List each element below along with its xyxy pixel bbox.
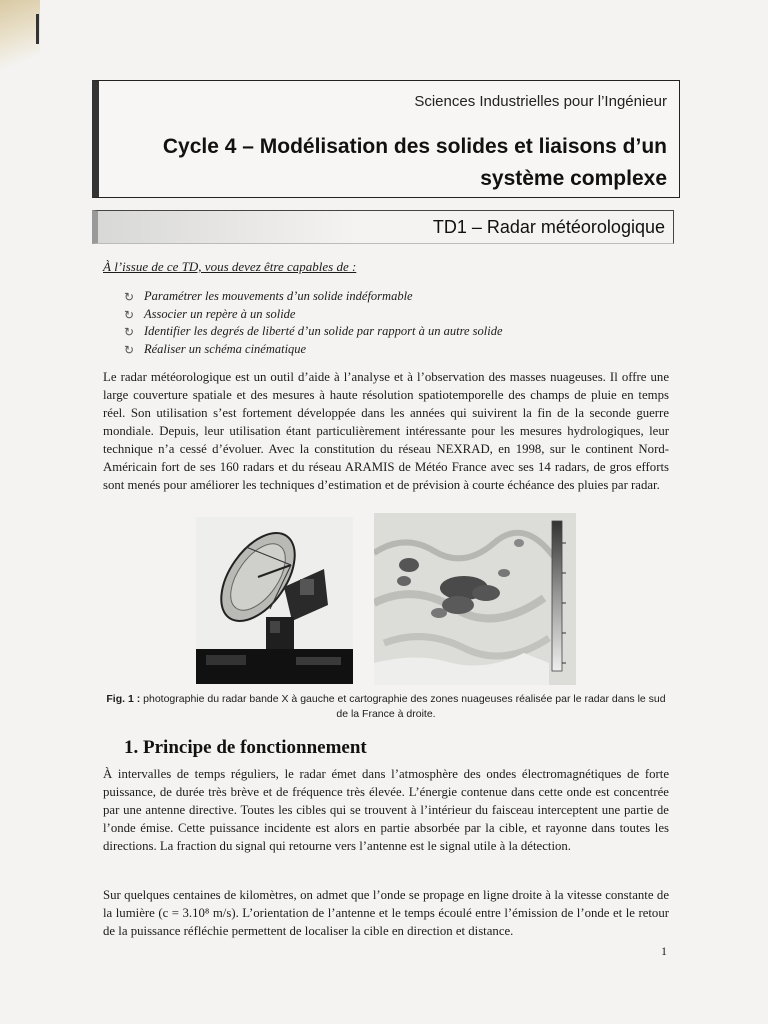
bullet-icon: ↻ <box>124 307 135 322</box>
objective-item: ↻ Identifier les degrés de liberté d’un solide par rapport à un autre solide <box>124 323 503 341</box>
radar-photo <box>196 517 353 684</box>
document-title: Cycle 4 – Modélisation des solides et liaisons d’un système complexe <box>162 135 667 190</box>
scan-edge <box>0 0 40 80</box>
page-number: 1 <box>661 944 667 958</box>
td-title: TD1 – Radar météorologique <box>432 217 665 237</box>
intro-paragraph: Le radar météorologique est un outil d’aide à l’analyse et à l’observation des masses nuageuses. Il offre une large couverture spatiale et des mesures à haute résolution spatiotemporelle des champs de pluie en temps réel. Son utilisation s’est fortement développée dans les années qui suivirent la fin de la seconde guerre mondiale. Depuis, leur utilisation étant particulièrement intéressante pour les mesures hydrologiques, leur technique n’a cessé d’évoluer. Avec la constitution du réseau NEXRAD, en 1998, sur le continent Nord-Américain fort de ses 160 radars et du réseau ARAMIS de Météo France avec ses 14 radars, de gros efforts sont menés pour améliorer les techniques d’estimation et de prévision à courte échéance des pluies par radar. <box>103 370 669 492</box>
radar-dish-illustration <box>196 517 353 684</box>
scan-mark <box>36 14 39 44</box>
section-title: 1. Principe de fonctionnement <box>124 737 367 758</box>
bullet-icon: ↻ <box>124 290 135 304</box>
cloud-map <box>374 513 576 685</box>
caption-text: photographie du radar bande X à gauche et cartographie des zones nuageuses réalisée par le radar dans le sud de la France à droite. <box>140 693 666 720</box>
bullet-icon: ↻ <box>124 342 135 357</box>
objectives-intro: À l’issue de ce TD, vous devez être capables de : <box>103 259 357 274</box>
objective-item: ↻ Associer un repère à un solide <box>124 306 503 324</box>
cloud-map-illustration <box>374 513 576 685</box>
figure-caption <box>103 692 669 722</box>
section-paragraph-1: À intervalles de temps réguliers, le radar émet dans l’atmosphère des ondes électromagnétiques de forte puissance, de durée très brève et de fréquence très élevée. L’énergie contenue dans cette onde est concentrée par une antenne directive. Toutes les cibles qui se trouvent à l’intérieur du faisceau interceptent une partie de l’onde émise. Cette puissance incidente est alors en partie absorbée par la cible, et rayonne dans toutes les directions. La fraction du signal qui retourne vers l’antenne est le signal utile à la détection. <box>103 767 669 853</box>
caption-label: Fig. 1 : <box>106 693 141 705</box>
bullet-icon: ↻ <box>124 325 135 339</box>
objectives-list <box>124 288 503 358</box>
header-subtitle: Sciences Industrielles pour l’Ingénieur <box>414 93 667 110</box>
objective-item: ↻ Paramétrer les mouvements d’un solide indéformable <box>124 288 503 306</box>
section-paragraph-2: Sur quelques centaines de kilomètres, on admet que l’onde se propage en ligne droite à la vitesse constante de la lumière (c = 3.10⁸ m/s). L’orientation de l’antenne et le temps écoulé entre l’émission de l’onde et le retour de la puissance réfléchie permettent de localiser la cible en direction et distance. <box>103 888 669 938</box>
header-box <box>92 80 680 198</box>
td-box <box>92 210 674 244</box>
objective-item: ↻ Réaliser un schéma cinématique <box>124 341 503 359</box>
